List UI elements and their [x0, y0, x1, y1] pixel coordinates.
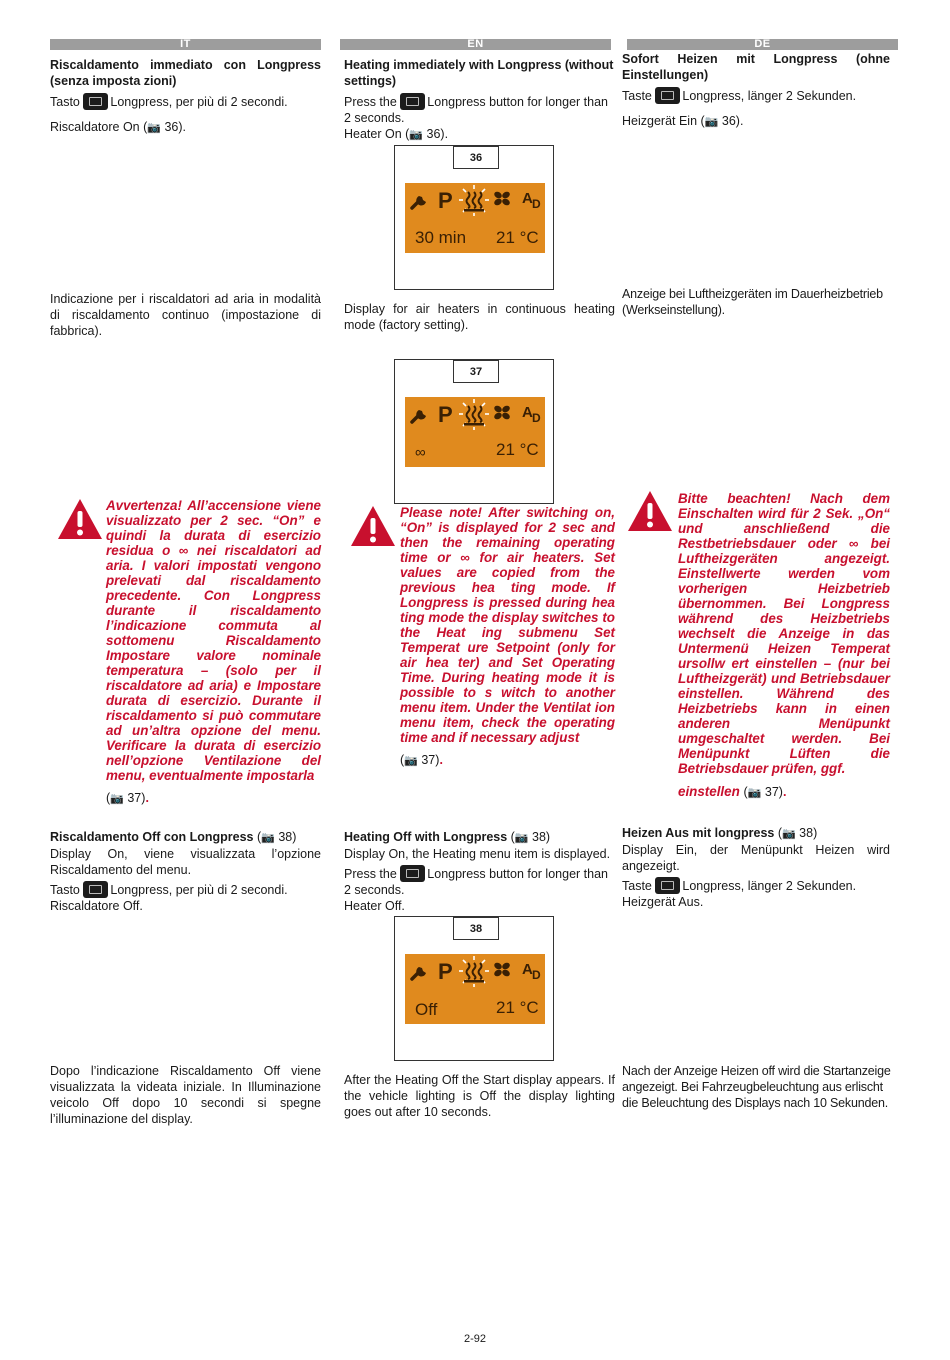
it-warning-text: Avvertenza! All’accensione viene visualizzato per 2 sec. “On” e quindi la durata di esercizio residua o ∞ nei riscaldatori ad aria. I valori impostati vengono prelevati dal riscaldamento precedente. Con Longpress durante il riscaldamento l’indicazione commuta al sottomenu Riscaldamento Impostare valore nominale temperatura – (solo per il riscaldatore ad aria) e Impostare durata di esercizio. Durante il riscaldamento si può commutare ad un’altra opzione del menu. Verificare la durata di esercizio nell’opzione Ventilazione del menu, eventualmente impostarla [106, 498, 321, 783]
header-de: DE [627, 39, 898, 50]
de-heater-on-line [622, 113, 890, 130]
de-display-air: Anzeige bei Luftheizgeräten im Dauerheizbetrieb (Werkseinstellung). [622, 287, 883, 317]
de-warning-last: einstellen [678, 784, 740, 799]
de-press-pre: Taste [622, 89, 652, 103]
de-off-heater: Heizgerät Aus. [622, 895, 704, 909]
fan-icon [493, 961, 511, 977]
it-intro [50, 57, 321, 136]
figure-37 [394, 359, 554, 504]
de-warning-ref-line [678, 784, 890, 801]
camera-reference-icon: 📷 [409, 129, 424, 141]
de-title: Sofort Heizen mit Longpress (ohne Einstellungen) [622, 52, 890, 82]
fan-icon [493, 404, 511, 420]
en-off-title-line: Heating Off with Longpress (📷 38) [344, 830, 551, 844]
de-heater-on: Heizgerät Ein ( [622, 114, 705, 128]
lcd-screen [405, 183, 545, 253]
de-warning-dot: . [782, 785, 787, 799]
it-off-title-line: Riscaldamento Off con Longpress (📷 38) [50, 830, 297, 844]
it-warning-ref-open: ( [106, 791, 111, 805]
it-after-off: Dopo l’indicazione Riscaldamento Off viene visualizzata la videata iniziale. In Illuminazione veicolo Off dopo 10 secondi si spegne l’illuminazione del display. [50, 1064, 321, 1126]
en-heater-on-line [344, 126, 615, 143]
de-warning-ref-open: ( [743, 785, 748, 799]
camera-reference-icon: 📷 [404, 755, 418, 767]
de-off-section [622, 825, 890, 910]
figure-number: 37 [453, 360, 499, 383]
it-display-air: Indicazione per i riscaldatori ad aria in modalità di riscaldamento continuo (impostazione di fabbrica). [50, 292, 321, 338]
page-number: 2-92 [463, 1333, 487, 1345]
de-off-press-pre: Taste [622, 879, 652, 893]
longpress-button-icon [83, 93, 108, 110]
figure-36 [394, 145, 554, 290]
lcd-a-letter: A [522, 190, 533, 207]
lcd-right-value: 21 °C [496, 440, 539, 459]
heat-icon [459, 185, 489, 216]
figure-number: 36 [453, 146, 499, 169]
de-off-title: Heizen Aus mit longpress [622, 826, 775, 840]
de-off-press-post: Longpress, länger 2 Sekunden. [682, 879, 857, 893]
header-it: IT [50, 39, 321, 50]
it-press-pre: Tasto [50, 95, 80, 109]
warning-triangle-icon [627, 490, 673, 532]
en-display-air: Display for air heaters in continuous heating mode (factory setting). [344, 302, 615, 332]
it-warning [106, 498, 321, 807]
warning-triangle-icon [350, 505, 396, 547]
en-warning-text: Please note! After switching on, “On” is displayed for 2 sec and then the remaining operating time or ∞ for air heaters. Set values are copied from the previous hea ting mode. If Longpress is pressed during hea ting mode the display switches to the Heat ing submenu Set Temperat ure Setpoint (only for air hea ter) and Set Operating Time. During heating mode it is possible to s witch to another menu item. Under the Ventilat ion menu item, check the operating time and if necessary adjust [400, 505, 615, 745]
lcd-p-letter: P [438, 188, 453, 213]
en-press-line [344, 93, 615, 126]
wrench-icon [412, 196, 426, 208]
warning-triangle-icon [57, 498, 103, 540]
camera-reference-icon: 📷 [747, 787, 762, 799]
lcd-screen [405, 954, 545, 1024]
en-heater-on-ref: 36). [426, 127, 449, 141]
lcd-d-letter: D [532, 968, 541, 982]
it-press-line [50, 93, 321, 110]
de-press-line [622, 87, 890, 104]
figure-38 [394, 916, 554, 1061]
en-warning-ref-open: ( [400, 753, 405, 767]
heat-icon [459, 956, 489, 987]
en-press-post: Longpress button for longer than 2 seconds. [344, 95, 608, 125]
lcd-d-letter: D [532, 197, 541, 211]
it-off-heater: Riscaldatore Off. [50, 899, 143, 913]
it-off-text1: Display On, viene visualizzata l’opzione Riscaldamento del menu. [50, 847, 321, 877]
de-off-title-line: Heizen Aus mit longpress (📷 38) [622, 826, 818, 840]
lcd-right-value: 21 °C [496, 228, 539, 247]
de-off-title-ref: 38) [799, 826, 818, 840]
en-warning-ref: 37) [421, 753, 440, 767]
lcd-p-letter: P [438, 959, 453, 984]
de-intro [622, 51, 890, 130]
figure-number: 38 [453, 917, 499, 940]
lcd-screen [405, 397, 545, 467]
en-warning-dot: . [439, 753, 443, 767]
camera-reference-icon: 📷 [781, 828, 796, 840]
it-heater-on-ref: 36). [164, 120, 186, 134]
en-press-pre: Press the [344, 95, 397, 109]
lcd-left-value: 30 min [415, 228, 467, 247]
it-off-press-post: Longpress, per più di 2 secondi. [110, 883, 288, 897]
en-off-press-post: Longpress button for longer than 2 seconds. [344, 867, 608, 897]
it-warning-ref-line [106, 791, 321, 807]
it-off-section [50, 829, 321, 914]
it-off-title: Riscaldamento Off con Longpress [50, 830, 254, 844]
de-warning-ref: 37) [764, 785, 783, 799]
lcd-right-value: 21 °C [496, 998, 539, 1017]
en-off-press-line [344, 865, 615, 898]
wrench-icon [412, 967, 426, 979]
de-press-post: Longpress, länger 2 Sekunden. [682, 89, 857, 103]
it-heater-on-line [50, 119, 321, 136]
header-en: EN [340, 39, 611, 50]
longpress-button-icon [655, 877, 680, 894]
camera-reference-icon: 📷 [110, 793, 124, 805]
en-off-press-pre: Press the [344, 867, 397, 881]
de-after-off: Nach der Anzeige Heizen off wird die Startanzeige angezeigt. Bei Fahrzeugbeleuchtung aus erlischt die Beleuchtung des Displays nach 10 Sekunden. [622, 1064, 891, 1110]
longpress-button-icon [83, 881, 108, 898]
de-warning [678, 491, 890, 801]
lcd-p-letter: P [438, 402, 453, 427]
en-heater-on: Heater On ( [344, 127, 410, 141]
wrench-icon [412, 410, 426, 422]
lcd-d-letter: D [532, 411, 541, 425]
en-off-text1: Display On, the Heating menu item is displayed. [344, 847, 611, 861]
longpress-button-icon [655, 87, 680, 104]
longpress-button-icon [400, 865, 425, 882]
it-off-title-ref: 38) [278, 830, 297, 844]
en-after-off: After the Heating Off the Start display appears. If the vehicle lighting is Off the display lighting goes out after 10 seconds. [344, 1073, 615, 1119]
camera-reference-icon: 📷 [704, 116, 719, 128]
it-warning-dot: . [145, 791, 149, 805]
it-title: Riscaldamento immediato con Longpress (senza imposta zioni) [50, 58, 321, 88]
lcd-a-letter: A [522, 404, 533, 421]
it-off-press-pre: Tasto [50, 883, 80, 897]
it-press-post: Longpress, per più di 2 secondi. [110, 95, 288, 109]
camera-reference-icon: 📷 [261, 832, 275, 844]
it-off-press-line [50, 881, 321, 898]
en-off-title: Heating Off with Longpress [344, 830, 508, 844]
en-intro [344, 57, 615, 143]
lcd-a-letter: A [522, 961, 533, 978]
lcd-left-value: ∞ [415, 444, 426, 461]
camera-reference-icon: 📷 [147, 122, 161, 134]
de-heater-on-ref: 36). [721, 114, 744, 128]
en-off-title-ref: 38) [532, 830, 551, 844]
fan-icon [493, 190, 511, 206]
de-warning-text: Bitte beachten! Nach dem Einschalten wird für 2 Sek. „On“ und anschließend die Restbetriebsdauer oder ∞ bei Luftheizgeräten angezeigt. Einstellwerte werden vom vorherigen Heizbetrieb übernommen. Bei Longpress während des Heizbetriebs wechselt die Anzeige in das Untermenü Heizen Temperat ursollw ert einstellen – (nur bei Luftheizgerät) und Betriebsdauer einstellen. Während des Heizbetriebs kann in einen anderen Menüpunkt umgeschaltet werden. Bei Menüpunkt Lüften die Betriebsdauer prüfen, ggf. [678, 491, 890, 776]
it-heater-on: Riscaldatore On ( [50, 120, 148, 134]
lcd-left-value: Off [415, 1000, 438, 1019]
de-off-press-line [622, 877, 890, 894]
longpress-button-icon [400, 93, 425, 110]
en-off-heater: Heater Off. [344, 899, 405, 913]
heat-icon [459, 399, 489, 430]
en-warning-ref-line [400, 753, 615, 769]
camera-reference-icon: 📷 [514, 832, 529, 844]
en-warning [400, 505, 615, 769]
en-off-section [344, 829, 615, 914]
en-title: Heating immediately with Longpress (without settings) [344, 58, 614, 88]
it-warning-ref: 37) [127, 791, 146, 805]
de-off-text1: Display Ein, der Menüpunkt Heizen wird angezeigt. [622, 843, 890, 873]
